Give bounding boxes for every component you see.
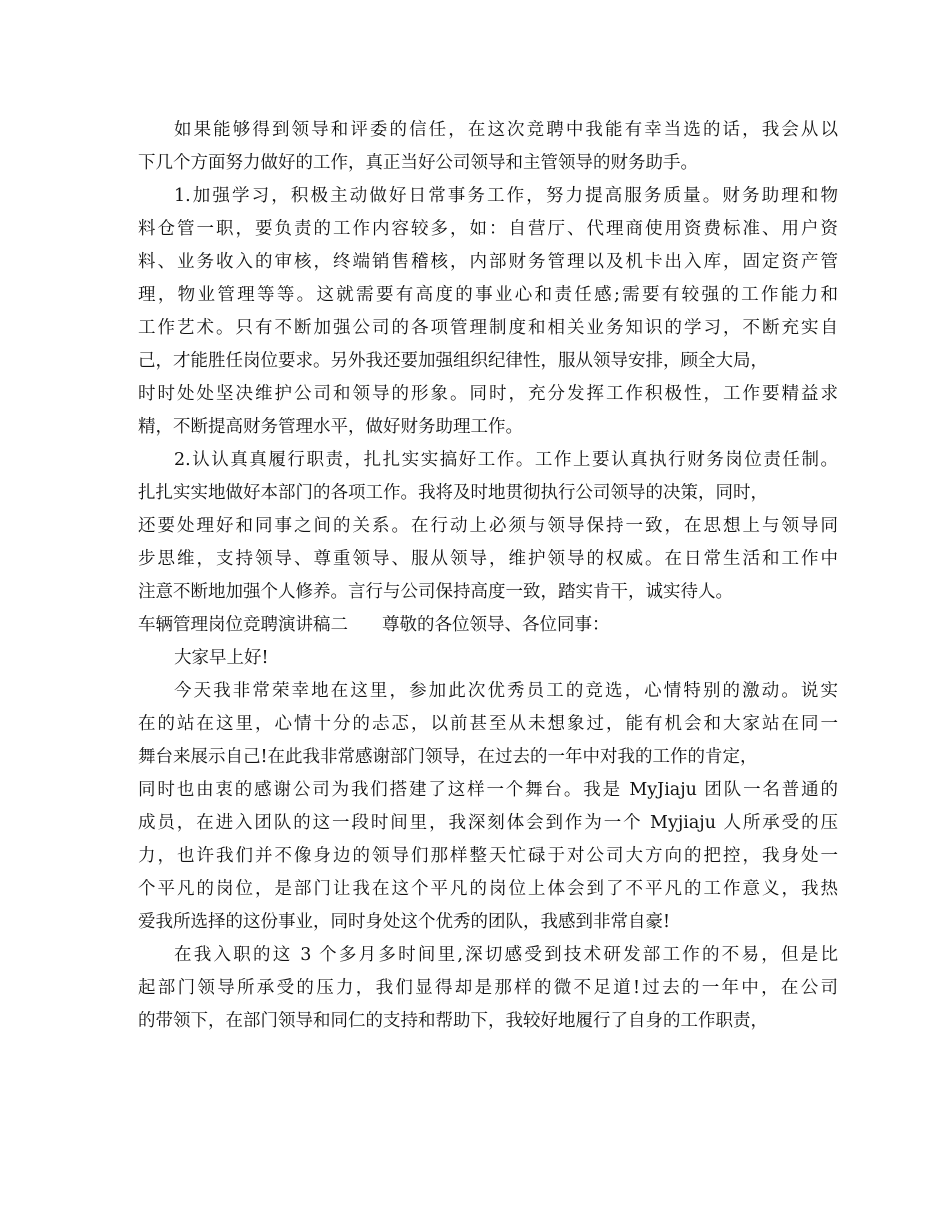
paragraph-line: 在的站在这里，心情十分的忐忑，以前甚至从未想象过，能有机会和大家站在同一 — [138, 714, 838, 734]
paragraph-line: 如果能够得到领导和评委的信任，在这次竞聘中我能有幸当选的话，我会从以 — [174, 120, 838, 140]
paragraph-line: 精，不断提高财务管理水平，做好财务助理工作。 — [138, 417, 523, 437]
section-heading-row — [138, 613, 838, 637]
paragraph-line: 料仓管一职，要负责的工作内容较多，如：自营厅、代理商使用资费标准、用户资 — [138, 219, 838, 239]
paragraph-line: 时时处处坚决维护公司和领导的形象。同时，充分发挥工作积极性，工作要精益求 — [138, 384, 838, 404]
paragraph-line: 起部门领导所承受的压力，我们显得却是那样的微不足道!过去的一年中，在公司 — [138, 978, 838, 998]
paragraph-line: 工作艺术。只有不断加强公司的各项管理制度和相关业务知识的学习，不断充实自 — [138, 318, 838, 338]
paragraph-line: 1.加强学习，积极主动做好日常事务工作，努力提高服务质量。财务助理和物 — [174, 186, 838, 206]
paragraph-line: 还要处理好和同事之间的关系。在行动上必须与领导保持一致，在思想上与领导同 — [138, 516, 838, 536]
paragraph-line: 爱我所选择的这份事业，同时身处这个优秀的团队，我感到非常自豪! — [138, 912, 671, 932]
paragraph-line: 料、业务收入的审核，终端销售稽核，内部财务管理以及机卡出入库，固定资产管 — [138, 252, 838, 272]
paragraph-line: 的带领下，在部门领导和同仁的支持和帮助下，我较好地履行了自身的工作职责， — [138, 1011, 768, 1031]
paragraph-line: 同时也由衷的感谢公司为我们搭建了这样一个舞台。我是 MyJiaju 团队一名普通的 — [138, 780, 838, 800]
paragraph-line: 注意不断地加强个人修养。言行与公司保持高度一致，踏实肯干，诚实待人。 — [138, 582, 733, 602]
paragraph-line: 在我入职的这 3 个多月多时间里,深切感受到技术研发部工作的不易，但是比 — [174, 945, 838, 965]
paragraph-line: 步思维，支持领导、尊重领导、服从领导，维护领导的权威。在日常生活和工作中 — [138, 549, 838, 569]
paragraph-line: 成员，在进入团队的这一段时间里，我深刻体会到作为一个 Myjiaju 人所承受的压 — [138, 813, 838, 833]
paragraph-line: 舞台来展示自己!在此我非常感谢部门领导，在过去的一年中对我的工作的肯定， — [138, 747, 758, 767]
paragraph-line: 理，物业管理等等。这就需要有高度的事业心和责任感;需要有较强的工作能力和 — [138, 285, 838, 305]
paragraph-line: 己，才能胜任岗位要求。另外我还要加强组织纪律性，服从领导安排，顾全大局， — [138, 351, 768, 371]
paragraph-line: 个平凡的岗位，是部门让我在这个平凡的岗位上体会到了不平凡的工作意义，我热 — [138, 879, 838, 899]
paragraph-line: 力，也许我们并不像身边的领导们那样整天忙碌于对公司大方向的把控，我身处一 — [138, 846, 838, 866]
salutation: 尊敬的各位领导、各位同事： — [382, 615, 610, 635]
section-title: 车辆管理岗位竞聘演讲稿二 — [138, 615, 348, 635]
paragraph-line: 2.认认真真履行职责，扎扎实实搞好工作。工作上要认真执行财务岗位责任制。 — [174, 450, 838, 470]
paragraph-line: 扎扎实实地做好本部门的各项工作。我将及时地贯彻执行公司领导的决策，同时， — [138, 483, 768, 503]
paragraph-line: 大家早上好! — [174, 648, 269, 668]
paragraph-line: 今天我非常荣幸地在这里，参加此次优秀员工的竞选，心情特别的激动。说实 — [174, 681, 838, 701]
paragraph-line: 下几个方面努力做好的工作，真正当好公司领导和主管领导的财务助手。 — [138, 153, 698, 173]
